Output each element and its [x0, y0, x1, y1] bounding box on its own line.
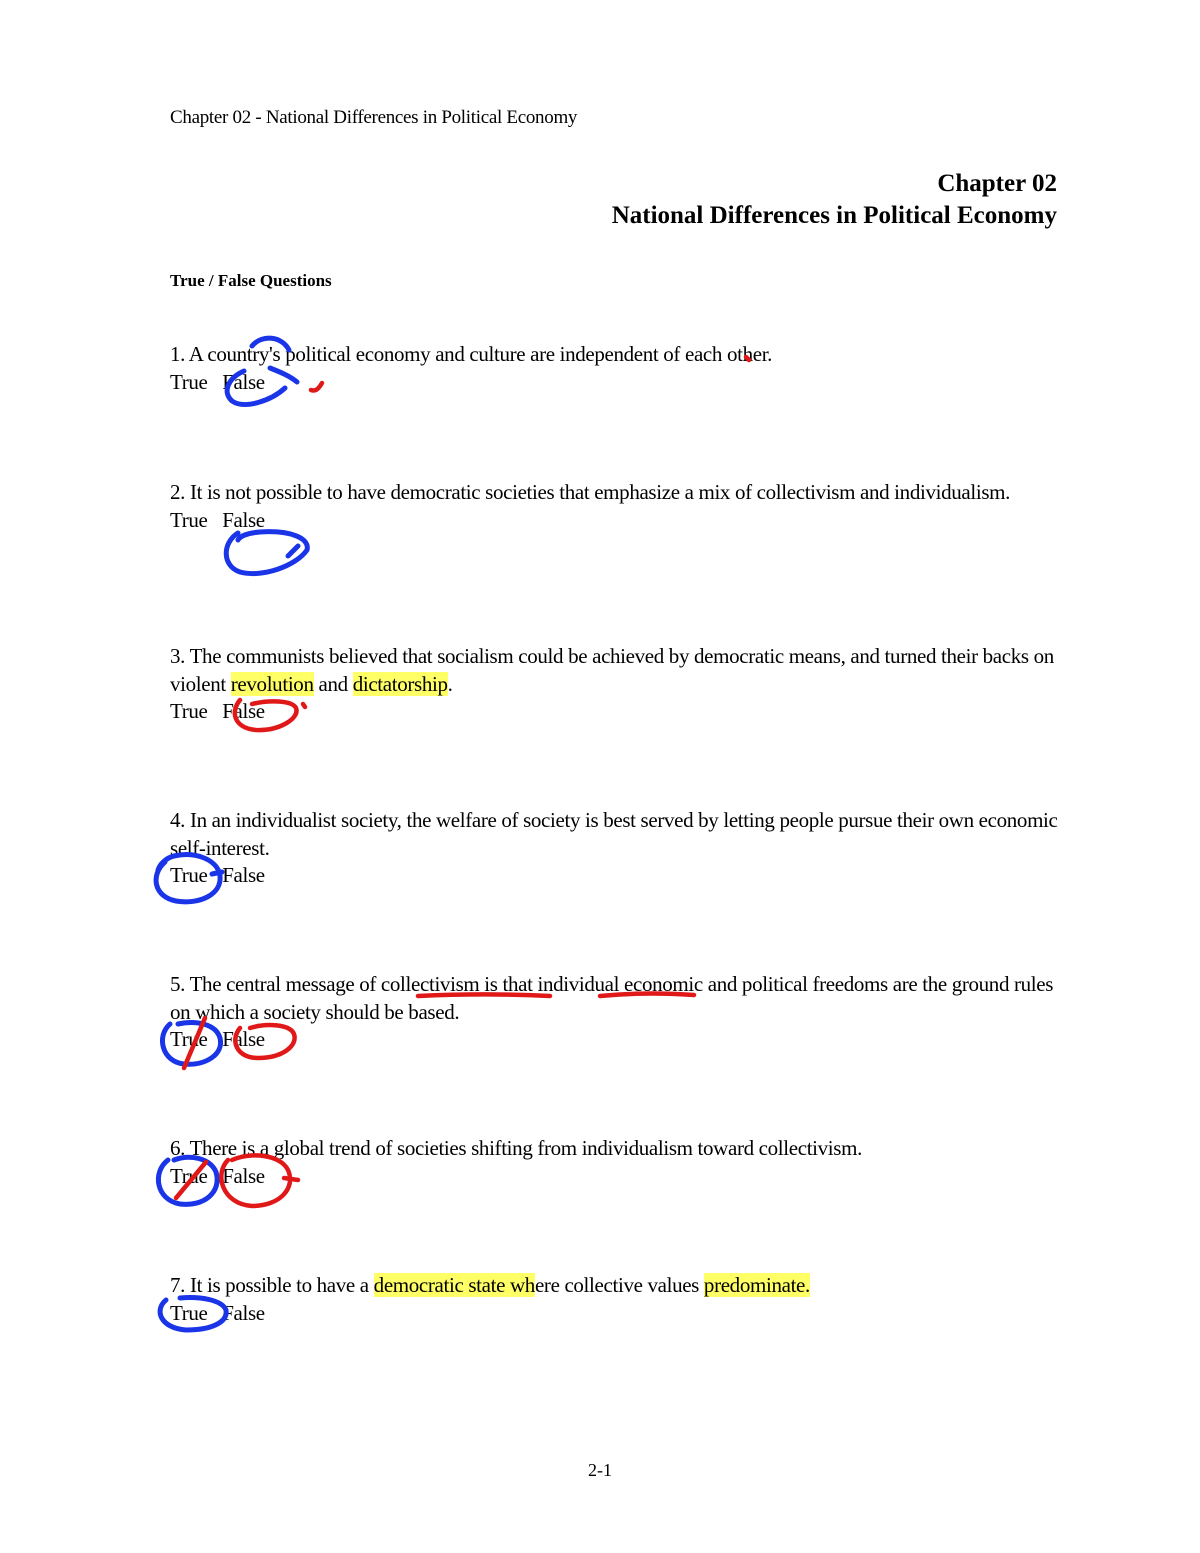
question-text: 6. There is a global trend of societies shifting from individualism toward collectivism. — [170, 1136, 862, 1160]
question-7 — [170, 1272, 1060, 1327]
answer-options: True False — [170, 863, 265, 887]
question-text: 4. In an individualist society, the welfare of society is best served by letting people pursue their own economic self-interest. — [170, 808, 1058, 860]
question-text-part: . — [447, 671, 453, 696]
blue-tail-q2 — [288, 546, 298, 556]
section-heading: True / False Questions — [170, 271, 332, 290]
question-text-part: and — [313, 671, 353, 696]
highlighted-text: predominate. — [703, 1273, 810, 1297]
chapter-subtitle: National Differences in Political Economy — [611, 202, 1057, 229]
answer-options: True False — [170, 1300, 265, 1325]
question-text: 1. A country's political economy and culture are independent of each other. — [170, 342, 773, 366]
blue-circle-false-q2 — [226, 532, 307, 574]
answer-options: True False — [170, 369, 265, 394]
question-text-part: ere collective values — [534, 1273, 704, 1297]
question-6 — [170, 1135, 1060, 1190]
answer-options: True False — [170, 1027, 265, 1051]
highlighted-text: democratic state wh — [373, 1273, 535, 1297]
question-2 — [170, 479, 1060, 534]
page-number: 2-1 — [588, 1460, 612, 1480]
question-4 — [170, 807, 1060, 890]
question-text-part: 7. It is possible to have a — [170, 1273, 374, 1297]
question-text — [170, 643, 1060, 698]
answer-options: True False — [170, 1163, 265, 1188]
question-text-part: 3. The communists believed that socialism could be achieved by democratic means, and turned their backs on violent — [170, 644, 1054, 696]
question-3 — [170, 643, 1060, 726]
question-text — [170, 1272, 1060, 1300]
question-text: 2. It is not possible to have democratic societies that emphasize a mix of collectivism and individualism. — [170, 480, 1011, 504]
question-5 — [170, 971, 1060, 1054]
question-text: 5. The central message of collectivism is that individual economic and political freedoms are the ground rules on which a society should be based. — [170, 972, 1054, 1024]
running-header: Chapter 02 - National Differences in Political Economy — [170, 107, 578, 128]
title-block — [612, 168, 1057, 232]
question-1 — [170, 341, 1060, 396]
highlighted-text: revolution — [230, 671, 314, 696]
answer-options: True False — [170, 507, 265, 532]
highlighted-text: dictatorship — [352, 671, 448, 696]
answer-options: True False — [170, 699, 265, 723]
chapter-title: Chapter 02 — [937, 170, 1057, 197]
